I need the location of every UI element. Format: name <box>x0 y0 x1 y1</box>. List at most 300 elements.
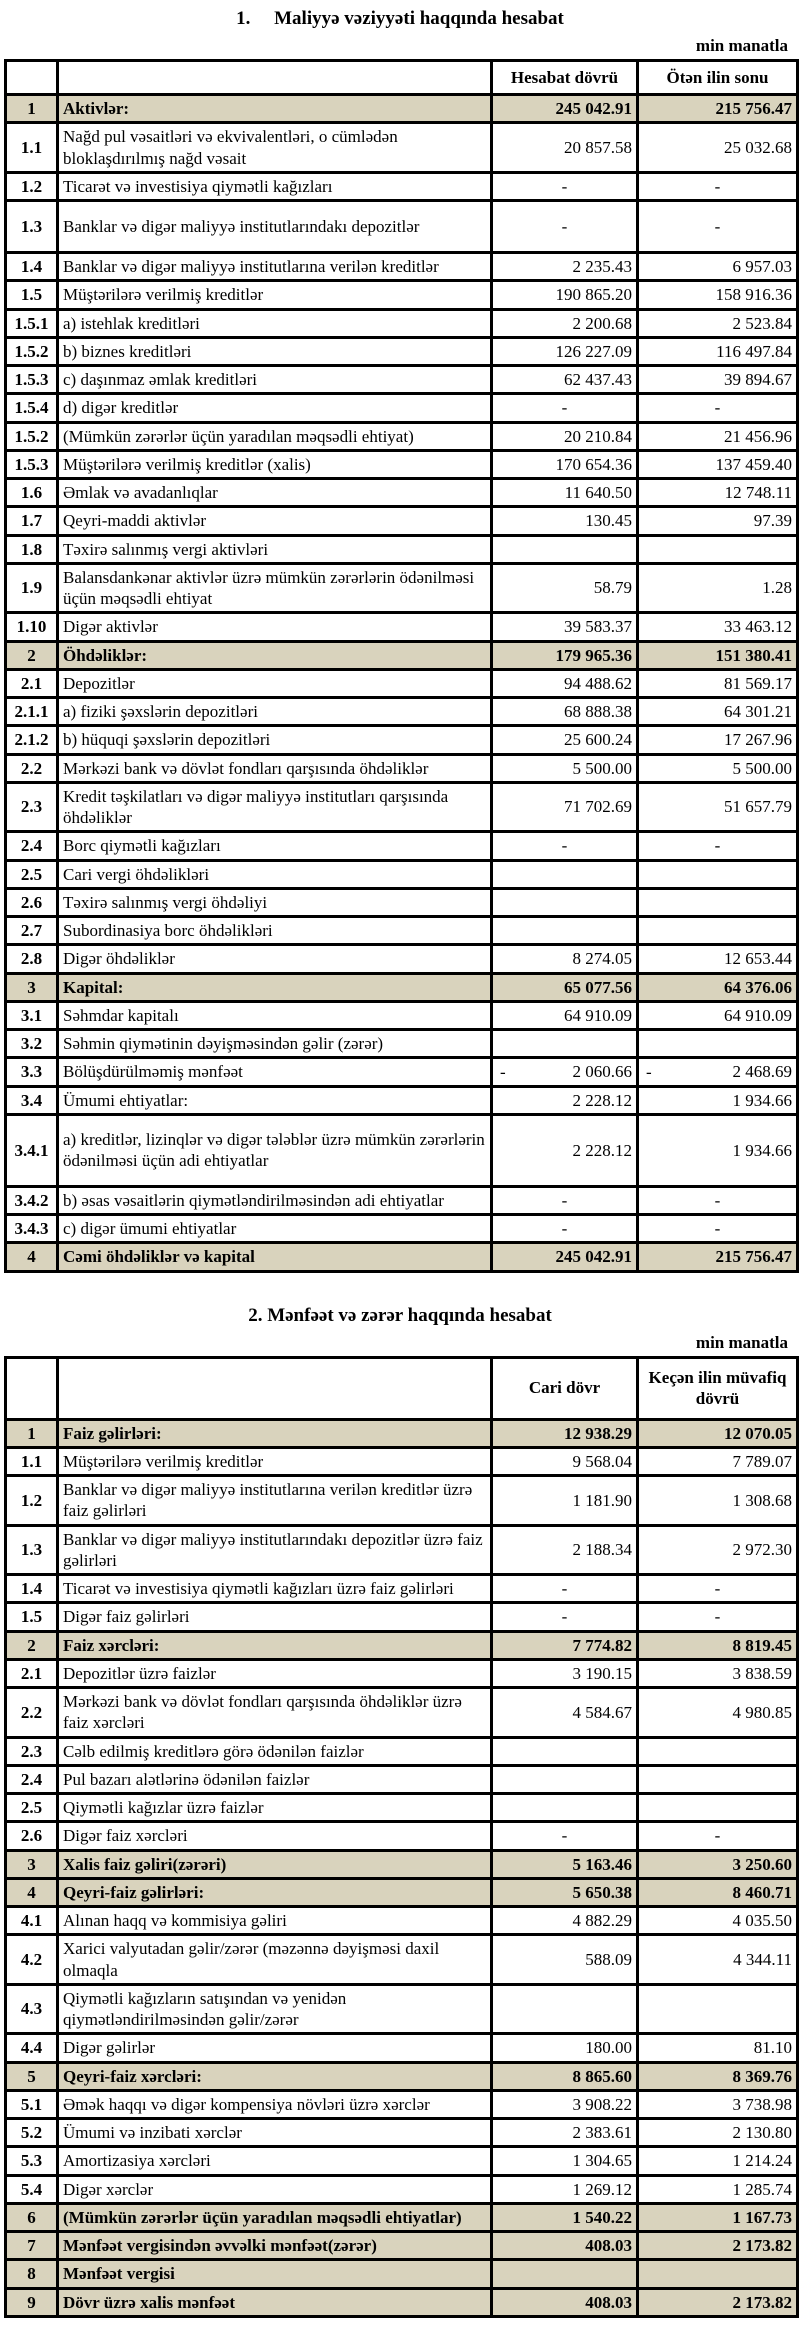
row-number: 4.2 <box>6 1935 58 1985</box>
row-label: c) digər ümumi ehtiyatlar <box>58 1215 492 1243</box>
balance-sheet-header-row <box>6 61 798 95</box>
table-row <box>6 1186 798 1214</box>
row-number: 1.6 <box>6 479 58 507</box>
row-label: Əmlak və avadanlıqlar <box>58 479 492 507</box>
row-value: 3 838.59 <box>638 1659 798 1687</box>
row-value <box>638 1030 798 1058</box>
row-number: 4.1 <box>6 1907 58 1935</box>
row-label: Cəmi öhdəliklər və kapital <box>58 1243 492 1271</box>
table-row <box>6 2119 798 2147</box>
row-number: 8 <box>6 2260 58 2288</box>
table-row <box>6 1525 798 1575</box>
row-value: 245 042.91 <box>492 95 638 123</box>
row-label: a) istehlak kreditləri <box>58 309 492 337</box>
row-label: (Mümkün zərərlər üçün yaradılan məqsədli ehtiyat) <box>58 422 492 450</box>
row-value <box>638 535 798 563</box>
row-value: 126 227.09 <box>492 337 638 365</box>
row-label: Müştərilərə verilmiş kreditlər (xalis) <box>58 450 492 478</box>
row-value: - <box>492 394 638 422</box>
row-value: 5 500.00 <box>638 754 798 782</box>
row-label: Cari vergi öhdəlikləri <box>58 860 492 888</box>
row-label: Qiymətli kağızlar üzrə faizlər <box>58 1794 492 1822</box>
row-value: 180.00 <box>492 2034 638 2062</box>
table-row <box>6 1001 798 1029</box>
row-value: 20 210.84 <box>492 422 638 450</box>
table-row <box>6 507 798 535</box>
row-number: 1.5.3 <box>6 450 58 478</box>
table-row <box>6 479 798 507</box>
row-label: Qeyri-faiz xərcləri: <box>58 2062 492 2090</box>
row-label: Pul bazarı alətlərinə ödənilən faizlər <box>58 1765 492 1793</box>
row-value: 1 181.90 <box>492 1476 638 1526</box>
row-number: 1.1 <box>6 123 58 173</box>
row-number: 4.4 <box>6 2034 58 2062</box>
row-label: Mənfəət vergisi <box>58 2260 492 2288</box>
row-value <box>492 888 638 916</box>
header-number-cell <box>6 61 58 95</box>
row-value: 81 569.17 <box>638 669 798 697</box>
row-label: Təxirə salınmış vergi öhdəliyi <box>58 888 492 916</box>
row-value: 3 250.60 <box>638 1850 798 1878</box>
header-same-period-last-year: Keçən ilin müvafiq dövrü <box>638 1357 798 1419</box>
header-current-period: Cari dövr <box>492 1357 638 1419</box>
row-value: 170 654.36 <box>492 450 638 478</box>
section-gap <box>0 1273 800 1301</box>
row-number: 1.8 <box>6 535 58 563</box>
row-label: Kredit təşkilatları və digər maliyyə institutları qarşısında öhdəliklər <box>58 782 492 832</box>
table-row <box>6 1850 798 1878</box>
row-value: 12 070.05 <box>638 1419 798 1447</box>
row-value <box>492 535 638 563</box>
row-label: Qiymətli kağızların satışından və yenidən qiymətləndirilməsindən gəlir/zərər <box>58 1984 492 2034</box>
row-value: - <box>638 1215 798 1243</box>
table-row <box>6 201 798 253</box>
table-row <box>6 422 798 450</box>
row-number: 2.5 <box>6 860 58 888</box>
row-number: 2.6 <box>6 1822 58 1850</box>
table-row <box>6 2260 798 2288</box>
table-row <box>6 535 798 563</box>
row-label: Digər faiz xərcləri <box>58 1822 492 1850</box>
row-label: Depozitlər <box>58 669 492 697</box>
header-description-cell <box>58 1357 492 1419</box>
row-value: 4 584.67 <box>492 1688 638 1738</box>
row-value: 12 653.44 <box>638 945 798 973</box>
table-row <box>6 1058 798 1086</box>
row-value: - <box>492 201 638 253</box>
row-value: 5 163.46 <box>492 1850 638 1878</box>
row-value <box>638 1765 798 1793</box>
row-number: 1.5.1 <box>6 309 58 337</box>
table-row <box>6 1737 798 1765</box>
row-value: 245 042.91 <box>492 1243 638 1271</box>
table-row <box>6 1447 798 1475</box>
row-label: (Mümkün zərərlər üçün yaradılan məqsədli ehtiyatlar) <box>58 2203 492 2231</box>
row-number: 1.5 <box>6 1603 58 1631</box>
income-statement-title: 2. Mənfəət və zərər haqqında hesabat <box>248 1304 552 1326</box>
row-value: - <box>492 1822 638 1850</box>
row-value: 4 344.11 <box>638 1935 798 1985</box>
row-number: 2.1 <box>6 1659 58 1687</box>
row-label: Səhmdar kapitalı <box>58 1001 492 1029</box>
row-number: 2.3 <box>6 782 58 832</box>
row-value: 11 640.50 <box>492 479 638 507</box>
table-row <box>6 450 798 478</box>
row-number: 1.5 <box>6 281 58 309</box>
row-number: 3.4 <box>6 1086 58 1114</box>
row-value: - 2 468.69 <box>638 1058 798 1086</box>
row-number: 4.3 <box>6 1984 58 2034</box>
row-number: 5.1 <box>6 2090 58 2118</box>
row-number: 2.1.2 <box>6 726 58 754</box>
row-value: 408.03 <box>492 2232 638 2260</box>
row-label: Müştərilərə verilmiş kreditlər <box>58 1447 492 1475</box>
income-statement-table <box>4 1356 799 2318</box>
row-value: 9 568.04 <box>492 1447 638 1475</box>
row-value: 116 497.84 <box>638 337 798 365</box>
row-number: 4 <box>6 1243 58 1271</box>
table-row <box>6 1631 798 1659</box>
row-label: Nağd pul vəsaitləri və ekvivalentləri, o cümlədən bloklaşdırılmış nağd vəsait <box>58 123 492 173</box>
row-value: - <box>492 832 638 860</box>
row-label: Digər gəlirlər <box>58 2034 492 2062</box>
row-label: Digər faiz gəlirləri <box>58 1603 492 1631</box>
row-value: - <box>638 394 798 422</box>
table-row <box>6 2062 798 2090</box>
row-value: 97.39 <box>638 507 798 535</box>
table-row <box>6 945 798 973</box>
row-number: 1.5.2 <box>6 337 58 365</box>
row-label: Digər aktivlər <box>58 613 492 641</box>
row-value: 408.03 <box>492 2288 638 2316</box>
row-value: 2 228.12 <box>492 1114 638 1186</box>
row-value: 12 748.11 <box>638 479 798 507</box>
row-value: 64 910.09 <box>638 1001 798 1029</box>
row-number: 5 <box>6 2062 58 2090</box>
row-value: - <box>638 832 798 860</box>
row-value: 2 173.82 <box>638 2288 798 2316</box>
table-row <box>6 1878 798 1906</box>
row-label: c) daşınmaz əmlak kreditləri <box>58 366 492 394</box>
row-value: 2 383.61 <box>492 2119 638 2147</box>
row-value: 130.45 <box>492 507 638 535</box>
table-row <box>6 1215 798 1243</box>
row-value: 1 308.68 <box>638 1476 798 1526</box>
row-value: 62 437.43 <box>492 366 638 394</box>
row-value: - 2 060.66 <box>492 1058 638 1086</box>
row-value: 94 488.62 <box>492 669 638 697</box>
row-value: - <box>638 1822 798 1850</box>
row-value: 51 657.79 <box>638 782 798 832</box>
row-value: 1 167.73 <box>638 2203 798 2231</box>
row-value: 68 888.38 <box>492 698 638 726</box>
row-number: 1 <box>6 1419 58 1447</box>
balance-sheet-title: 1. Maliyyə vəziyyəti haqqında hesabat <box>236 8 564 29</box>
row-label: Dövr üzrə xalis mənfəət <box>58 2288 492 2316</box>
table-row <box>6 973 798 1001</box>
row-label: Mərkəzi bank və dövlət fondları qarşısında öhdəliklər üzrə faiz xərcləri <box>58 1688 492 1738</box>
row-number: 2 <box>6 1631 58 1659</box>
table-row <box>6 1419 798 1447</box>
row-number: 2.2 <box>6 754 58 782</box>
row-label: Əmək haqqı və digər kompensiya növləri üzrə xərclər <box>58 2090 492 2118</box>
row-number: 1.2 <box>6 1476 58 1526</box>
row-label: Faiz gəlirləri: <box>58 1419 492 1447</box>
row-number: 1.2 <box>6 172 58 200</box>
row-value: 5 650.38 <box>492 1878 638 1906</box>
table-row <box>6 1603 798 1631</box>
table-row <box>6 1086 798 1114</box>
balance-sheet-unit-note: min manatla <box>695 36 788 55</box>
row-value: 2 235.43 <box>492 253 638 281</box>
row-value: - <box>492 1575 638 1603</box>
row-value <box>492 1794 638 1822</box>
row-label: Banklar və digər maliyyə institutlarına verilən kreditlər <box>58 253 492 281</box>
table-row <box>6 698 798 726</box>
row-number: 2.6 <box>6 888 58 916</box>
row-label: Depozitlər üzrə faizlər <box>58 1659 492 1687</box>
row-label: a) kreditlər, lizinqlər və digər tələblər üzrə mümkün zərərlərin ödənilməsi üçün adi ehtiyatlar <box>58 1114 492 1186</box>
row-value: 7 789.07 <box>638 1447 798 1475</box>
table-row <box>6 123 798 173</box>
row-number: 1.10 <box>6 613 58 641</box>
row-number: 2.1 <box>6 669 58 697</box>
row-label: Mənfəət vergisindən əvvəlki mənfəət(zərər) <box>58 2232 492 2260</box>
row-value: 1 214.24 <box>638 2147 798 2175</box>
row-value: 20 857.58 <box>492 123 638 173</box>
row-value: 215 756.47 <box>638 1243 798 1271</box>
row-number: 5.3 <box>6 2147 58 2175</box>
row-value: 137 459.40 <box>638 450 798 478</box>
row-value: - <box>638 201 798 253</box>
row-value: 158 916.36 <box>638 281 798 309</box>
table-row <box>6 1935 798 1985</box>
row-label: Xalis faiz gəliri(zərəri) <box>58 1850 492 1878</box>
row-number: 2.7 <box>6 917 58 945</box>
row-value: 3 908.22 <box>492 2090 638 2118</box>
row-label: Kapital: <box>58 973 492 1001</box>
row-value <box>492 2260 638 2288</box>
row-value <box>638 2260 798 2288</box>
table-row <box>6 1575 798 1603</box>
table-row <box>6 1688 798 1738</box>
row-value: 1 285.74 <box>638 2175 798 2203</box>
row-label: Banklar və digər maliyyə institutlarındakı depozitlər <box>58 201 492 253</box>
row-label: Aktivlər: <box>58 95 492 123</box>
row-value: 588.09 <box>492 1935 638 1985</box>
row-number: 3.4.1 <box>6 1114 58 1186</box>
row-value: 1 540.22 <box>492 2203 638 2231</box>
row-value: 4 035.50 <box>638 1907 798 1935</box>
row-label: Öhdəliklər: <box>58 641 492 669</box>
row-value: 1 934.66 <box>638 1114 798 1186</box>
row-number: 3 <box>6 973 58 1001</box>
row-value: - <box>638 1575 798 1603</box>
table-row <box>6 309 798 337</box>
header-description-cell <box>58 61 492 95</box>
row-label: Təxirə salınmış vergi aktivləri <box>58 535 492 563</box>
row-label: Ticarət və investisiya qiymətli kağızları üzrə faiz gəlirləri <box>58 1575 492 1603</box>
row-label: Digər xərclər <box>58 2175 492 2203</box>
row-value <box>492 1765 638 1793</box>
row-value <box>638 917 798 945</box>
table-row <box>6 641 798 669</box>
row-value: 39 894.67 <box>638 366 798 394</box>
row-value: 1 269.12 <box>492 2175 638 2203</box>
row-label: Alınan haqq və kommisiya gəliri <box>58 1907 492 1935</box>
table-row <box>6 1030 798 1058</box>
row-label: Səhmin qiymətinin dəyişməsindən gəlir (zərər) <box>58 1030 492 1058</box>
row-value: - <box>492 1186 638 1214</box>
row-value: 215 756.47 <box>638 95 798 123</box>
row-number: 1.4 <box>6 253 58 281</box>
table-row <box>6 1984 798 2034</box>
row-value <box>492 1984 638 2034</box>
row-number: 2.2 <box>6 1688 58 1738</box>
row-number: 3.2 <box>6 1030 58 1058</box>
table-row <box>6 1765 798 1793</box>
row-label: Müştərilərə verilmiş kreditlər <box>58 281 492 309</box>
row-value: 64 376.06 <box>638 973 798 1001</box>
table-row <box>6 782 798 832</box>
table-row <box>6 1114 798 1186</box>
row-label: Qeyri-faiz gəlirləri: <box>58 1878 492 1906</box>
table-row <box>6 95 798 123</box>
row-value: 81.10 <box>638 2034 798 2062</box>
header-reporting-period: Hesabat dövrü <box>492 61 638 95</box>
row-value <box>492 860 638 888</box>
row-number: 2.4 <box>6 832 58 860</box>
header-number-cell <box>6 1357 58 1419</box>
table-row <box>6 253 798 281</box>
table-row <box>6 1907 798 1935</box>
row-number: 2.1.1 <box>6 698 58 726</box>
table-row <box>6 337 798 365</box>
row-value: 1 304.65 <box>492 2147 638 2175</box>
row-value: 8 369.76 <box>638 2062 798 2090</box>
row-value: 8 819.45 <box>638 1631 798 1659</box>
row-number: 4 <box>6 1878 58 1906</box>
row-label: Amortizasiya xərcləri <box>58 2147 492 2175</box>
row-number: 1.5.4 <box>6 394 58 422</box>
row-number: 1 <box>6 95 58 123</box>
table-row <box>6 2034 798 2062</box>
row-number: 2.8 <box>6 945 58 973</box>
row-value: - <box>638 172 798 200</box>
row-number: 3.1 <box>6 1001 58 1029</box>
table-row <box>6 2147 798 2175</box>
row-label: Mərkəzi bank və dövlət fondları qarşısında öhdəliklər <box>58 754 492 782</box>
row-value: 2 228.12 <box>492 1086 638 1114</box>
row-number: 1.5.2 <box>6 422 58 450</box>
row-label: Banklar və digər maliyyə institutlarına verilən kreditlər üzrə faiz gəlirləri <box>58 1476 492 1526</box>
row-value: 2 130.80 <box>638 2119 798 2147</box>
row-number: 3.3 <box>6 1058 58 1086</box>
table-row <box>6 2232 798 2260</box>
row-number: 1.9 <box>6 563 58 613</box>
row-number: 2.3 <box>6 1737 58 1765</box>
row-value: 8 460.71 <box>638 1878 798 1906</box>
row-value: 4 980.85 <box>638 1688 798 1738</box>
table-row <box>6 1659 798 1687</box>
row-label: Ticarət və investisiya qiymətli kağızları <box>58 172 492 200</box>
row-number: 1.3 <box>6 1525 58 1575</box>
income-statement-unit-note: min manatla <box>695 1332 788 1352</box>
row-value: 1.28 <box>638 563 798 613</box>
table-row <box>6 669 798 697</box>
row-number: 3.4.3 <box>6 1215 58 1243</box>
row-value: 65 077.56 <box>492 973 638 1001</box>
row-value: 6 957.03 <box>638 253 798 281</box>
row-value: 64 910.09 <box>492 1001 638 1029</box>
row-value: 25 032.68 <box>638 123 798 173</box>
row-value: - <box>638 1186 798 1214</box>
row-number: 1.4 <box>6 1575 58 1603</box>
row-number: 5.2 <box>6 2119 58 2147</box>
row-value: 179 965.36 <box>492 641 638 669</box>
row-value: 2 523.84 <box>638 309 798 337</box>
table-row <box>6 1822 798 1850</box>
row-label: Borc qiymətli kağızları <box>58 832 492 860</box>
row-label: Balansdankənar aktivlər üzrə mümkün zərərlərin ödənilməsi üçün məqsədli ehtiyat <box>58 563 492 613</box>
row-value: 33 463.12 <box>638 613 798 641</box>
row-number: 6 <box>6 2203 58 2231</box>
row-number: 1.5.3 <box>6 366 58 394</box>
row-value <box>638 1794 798 1822</box>
income-statement-header-row <box>6 1357 798 1419</box>
row-number: 3 <box>6 1850 58 1878</box>
header-end-of-last-year: Ötən ilin sonu <box>638 61 798 95</box>
table-row <box>6 2288 798 2316</box>
row-label: Digər öhdəliklər <box>58 945 492 973</box>
row-label: Qeyri-maddi aktivlər <box>58 507 492 535</box>
row-value: 71 702.69 <box>492 782 638 832</box>
row-number: 2 <box>6 641 58 669</box>
row-label: a) fiziki şəxslərin depozitləri <box>58 698 492 726</box>
row-label: Cəlb edilmiş kreditlərə görə ödənilən faizlər <box>58 1737 492 1765</box>
row-number: 1.3 <box>6 201 58 253</box>
row-value <box>492 1030 638 1058</box>
table-row <box>6 754 798 782</box>
table-row <box>6 2203 798 2231</box>
row-value: 8 274.05 <box>492 945 638 973</box>
row-value: 8 865.60 <box>492 2062 638 2090</box>
table-row <box>6 860 798 888</box>
table-row <box>6 1243 798 1271</box>
table-row <box>6 1476 798 1526</box>
row-value: - <box>492 1603 638 1631</box>
row-value: 64 301.21 <box>638 698 798 726</box>
row-label: Banklar və digər maliyyə institutlarındakı depozitlər üzrə faiz gəlirləri <box>58 1525 492 1575</box>
row-label: Subordinasiya borc öhdəlikləri <box>58 917 492 945</box>
row-value: 5 500.00 <box>492 754 638 782</box>
table-row <box>6 917 798 945</box>
row-value: 2 200.68 <box>492 309 638 337</box>
row-value <box>638 888 798 916</box>
row-label: Ümumi və inzibati xərclər <box>58 2119 492 2147</box>
row-value: 25 600.24 <box>492 726 638 754</box>
row-value: 2 173.82 <box>638 2232 798 2260</box>
row-number: 1.7 <box>6 507 58 535</box>
row-label: b) biznes kreditləri <box>58 337 492 365</box>
row-number: 7 <box>6 2232 58 2260</box>
row-value <box>638 860 798 888</box>
balance-sheet-table <box>4 59 799 1273</box>
table-row <box>6 726 798 754</box>
table-row <box>6 2175 798 2203</box>
row-value: 1 934.66 <box>638 1086 798 1114</box>
row-label: Ümumi ehtiyatlar: <box>58 1086 492 1114</box>
